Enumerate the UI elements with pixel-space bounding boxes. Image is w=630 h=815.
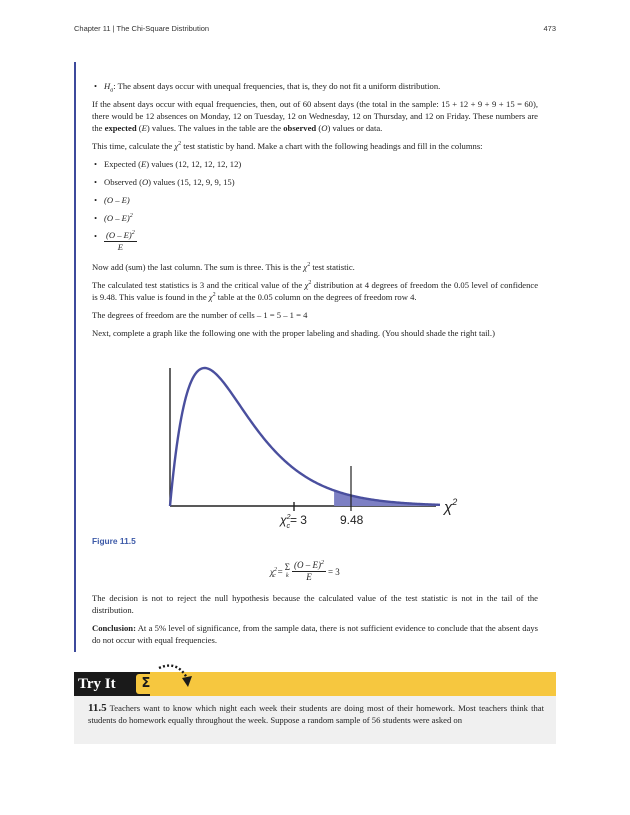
superscript: 2 [178,141,182,148]
symbol-o: O [321,123,328,133]
subscript: c [286,523,290,530]
text-run: Expected ( [104,159,141,169]
dotted-arrow-icon [155,660,195,696]
try-it-banner [74,672,556,696]
ha-symbol: H [104,81,111,91]
text-run: ) values or data. [327,123,383,133]
text-run: Teachers want to know which night each week their students are doing most of their homework. Most teachers think that students do homework equally throughout the week. Suppose a random sample of 56 students were asked on [88,703,544,725]
ha-text: : The absent days occur with unequal frequencies, that is, they do not fit a uniform distribution. [113,81,441,91]
test-statistic-formula [270,560,340,583]
superscript: 2 [212,292,216,299]
chi-symbol: χ [270,566,274,577]
text-run: ) values (15, 12, 9, 9, 15) [148,177,235,187]
text-run: test statistic. [310,262,355,272]
formula-lhs [270,566,277,580]
observed-term: observed [283,123,317,133]
fraction-numerator [292,560,326,572]
chi-symbol: χ [174,141,179,151]
try-it-content [74,696,556,744]
graph-instruction-paragraph: Next, complete a graph like the following one with the proper labeling and shading. (You should shade the right tail.) [92,328,495,338]
chi-symbol: χ [304,280,309,290]
text-run: (O – E) [104,195,130,205]
superscript: 2 [286,514,291,521]
chi-symbol: χ [280,513,287,527]
fraction-denominator: E [306,572,312,582]
text-run: ) values (12, 12, 12, 12, 12) [146,159,242,169]
text-run: distribution at 4 degrees of freedom the 0.05 level of confidence is 9.48. This value is found in the [92,280,539,302]
text-run: (O – E) [293,560,321,570]
page-number: 473 [543,24,556,33]
test-statistic-value: = 3 [289,513,307,527]
degrees-of-freedom-paragraph: The degrees of freedom are the number of cells – 1 = 5 – 1 = 4 [92,310,308,320]
try-it-text [88,702,544,726]
critical-value-label: 9.48 [340,513,364,527]
superscript: 2 [452,497,458,507]
fraction-denominator: E [117,242,124,252]
sigma-badge-icon: Σ [136,674,156,694]
superscript: 2 [131,230,135,237]
symbol-o: O [141,177,149,187]
conclusion-label: Conclusion: [92,623,136,633]
decision-text-block [92,592,538,652]
chi-square-curve [170,368,440,506]
superscript: 2 [129,213,133,220]
text-run: Observed ( [104,177,142,187]
superscript: 2 [307,262,311,269]
text-run: Now add (sum) the last column. The sum is three. This is the [92,262,304,272]
conclusion-paragraph [92,622,538,646]
decision-paragraph: The decision is not to reject the null hypothesis because the calculated value of the test statistic is not in the tail of the distribution. [92,593,538,615]
axis-label [442,497,457,516]
text-run: The calculated test statistics is 3 and the critical value of the [92,280,305,290]
subscript: k [286,572,289,579]
expected-term: expected [104,123,137,133]
equals: = [277,566,283,577]
text-run: test statistic by hand. Make a chart with the following headings and fill in the columns: [181,141,483,151]
text-run: This time, calculate the [92,141,175,151]
subscript: c [272,573,276,580]
chi-symbol: χ [208,292,213,302]
figure-caption: Figure 11.5 [92,536,136,546]
text-run: ) values. The values in the table are the [146,123,284,133]
text-run: table at the 0.05 column on the degrees of freedom row 4. [215,292,417,302]
ha-subscript: a [110,87,114,94]
summation [285,563,290,581]
sigma-symbol: Σ [284,561,290,572]
symbol-e: E [141,123,147,133]
try-it-label: Try It [74,672,150,696]
text-run: ( [136,123,142,133]
superscript: 2 [320,560,324,566]
formula-result: = 3 [327,566,340,577]
text-run: ( [316,123,322,133]
symbol-e: E [140,159,147,169]
superscript: 2 [273,566,277,573]
text-run: (O – E) [106,230,132,240]
text-run: (O – E) [104,213,130,223]
test-statistic-label [279,513,307,530]
chi-symbol: χ [444,499,453,516]
superscript: 2 [308,280,312,287]
formula-fraction [292,560,326,583]
running-header: Chapter 11 | The Chi-Square Distribution [74,24,210,33]
text-run: At a 5% level of significance, from the sample data, there is not sufficient evidence to conclude that the absent days do not occur with equal frequencies. [92,623,538,645]
chi-symbol: χ [303,262,308,272]
try-it-number: 11.5 [88,702,107,714]
text-run: If the absent days occur with equal frequencies, then, out of 60 absent days (the total in the sample: 15 + 12 + 9 + 9 + 15 = 60), there would be 12 absences on Monday, 12 on Tuesday, 12 on Wednesday, 12 on Thursday, and 12 on Friday. These numbers are the [92,99,538,133]
